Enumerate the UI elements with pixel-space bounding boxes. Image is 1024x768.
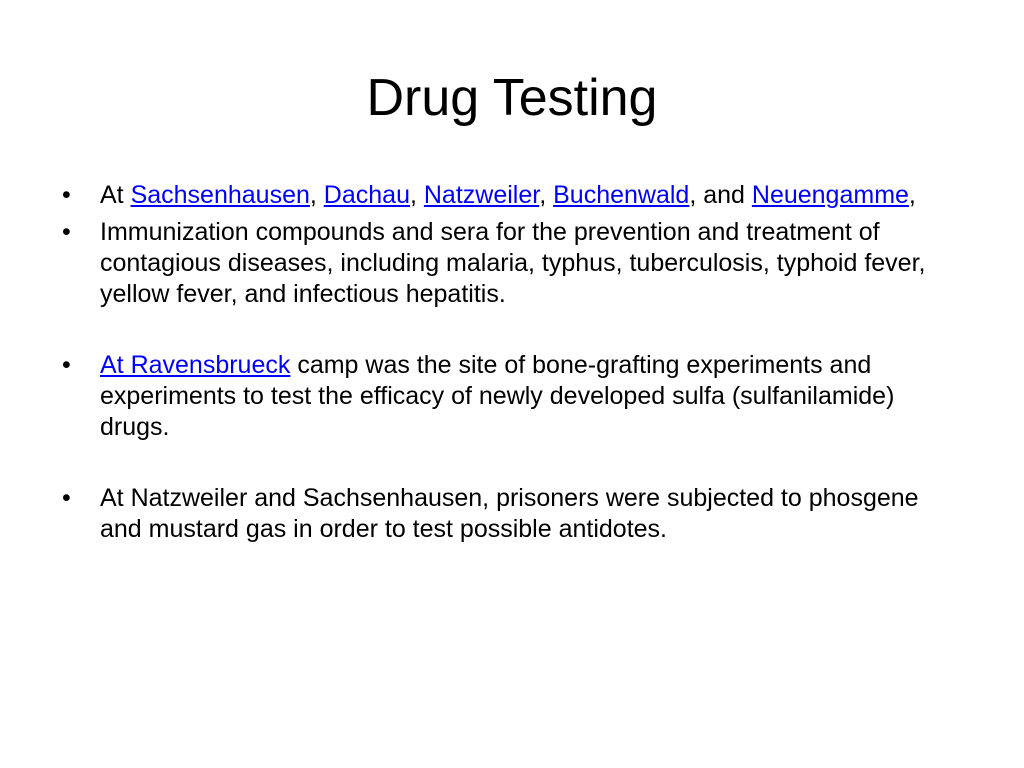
link-buchenwald[interactable]: Buchenwald xyxy=(553,181,690,209)
link-ravensbrueck[interactable]: At Ravensbrueck xyxy=(100,351,291,379)
bullet-text: At Natzweiler and Sachsenhausen, prisoners were subjected to phosgene and mustard gas in order to test possible antidotes. xyxy=(100,484,919,543)
bullet-text xyxy=(100,350,944,443)
bullet-list xyxy=(0,180,1024,545)
bullet-item-immunization xyxy=(0,217,1024,310)
link-dachau[interactable]: Dachau xyxy=(323,181,410,209)
separator: , xyxy=(409,181,424,209)
bullet-text: Immunization compounds and sera for the prevention and treatment of contagious diseases, including malaria, typhus, tuberculosis, typhoid fever, yellow fever, and infectious hepatitis. xyxy=(100,218,926,308)
bullet-icon: • xyxy=(62,351,71,379)
bullet-prefix: At xyxy=(100,181,131,209)
separator: , and xyxy=(689,181,752,209)
bullet-item-camps xyxy=(0,180,1024,211)
separator: , xyxy=(539,181,554,209)
bullet-suffix: , xyxy=(908,181,916,209)
slide-title: Drug Testing xyxy=(366,69,658,127)
bullet-item-gas xyxy=(0,483,1024,545)
bullet-text-rest: camp was the site of bone-grafting experiments and experiments to test the efficacy of newly developed sulfa (sulfanilamide) drugs. xyxy=(100,351,895,441)
link-neuengamme[interactable]: Neuengamme xyxy=(751,181,909,209)
link-natzweiler[interactable]: Natzweiler xyxy=(423,181,540,209)
separator: , xyxy=(309,181,324,209)
bullet-icon: • xyxy=(62,484,71,512)
bullet-text xyxy=(100,180,944,211)
link-sachsenhausen[interactable]: Sachsenhausen xyxy=(130,181,310,209)
bullet-icon: • xyxy=(62,218,71,246)
bullet-item-ravensbrueck xyxy=(0,350,1024,443)
bullet-icon: • xyxy=(62,181,71,209)
